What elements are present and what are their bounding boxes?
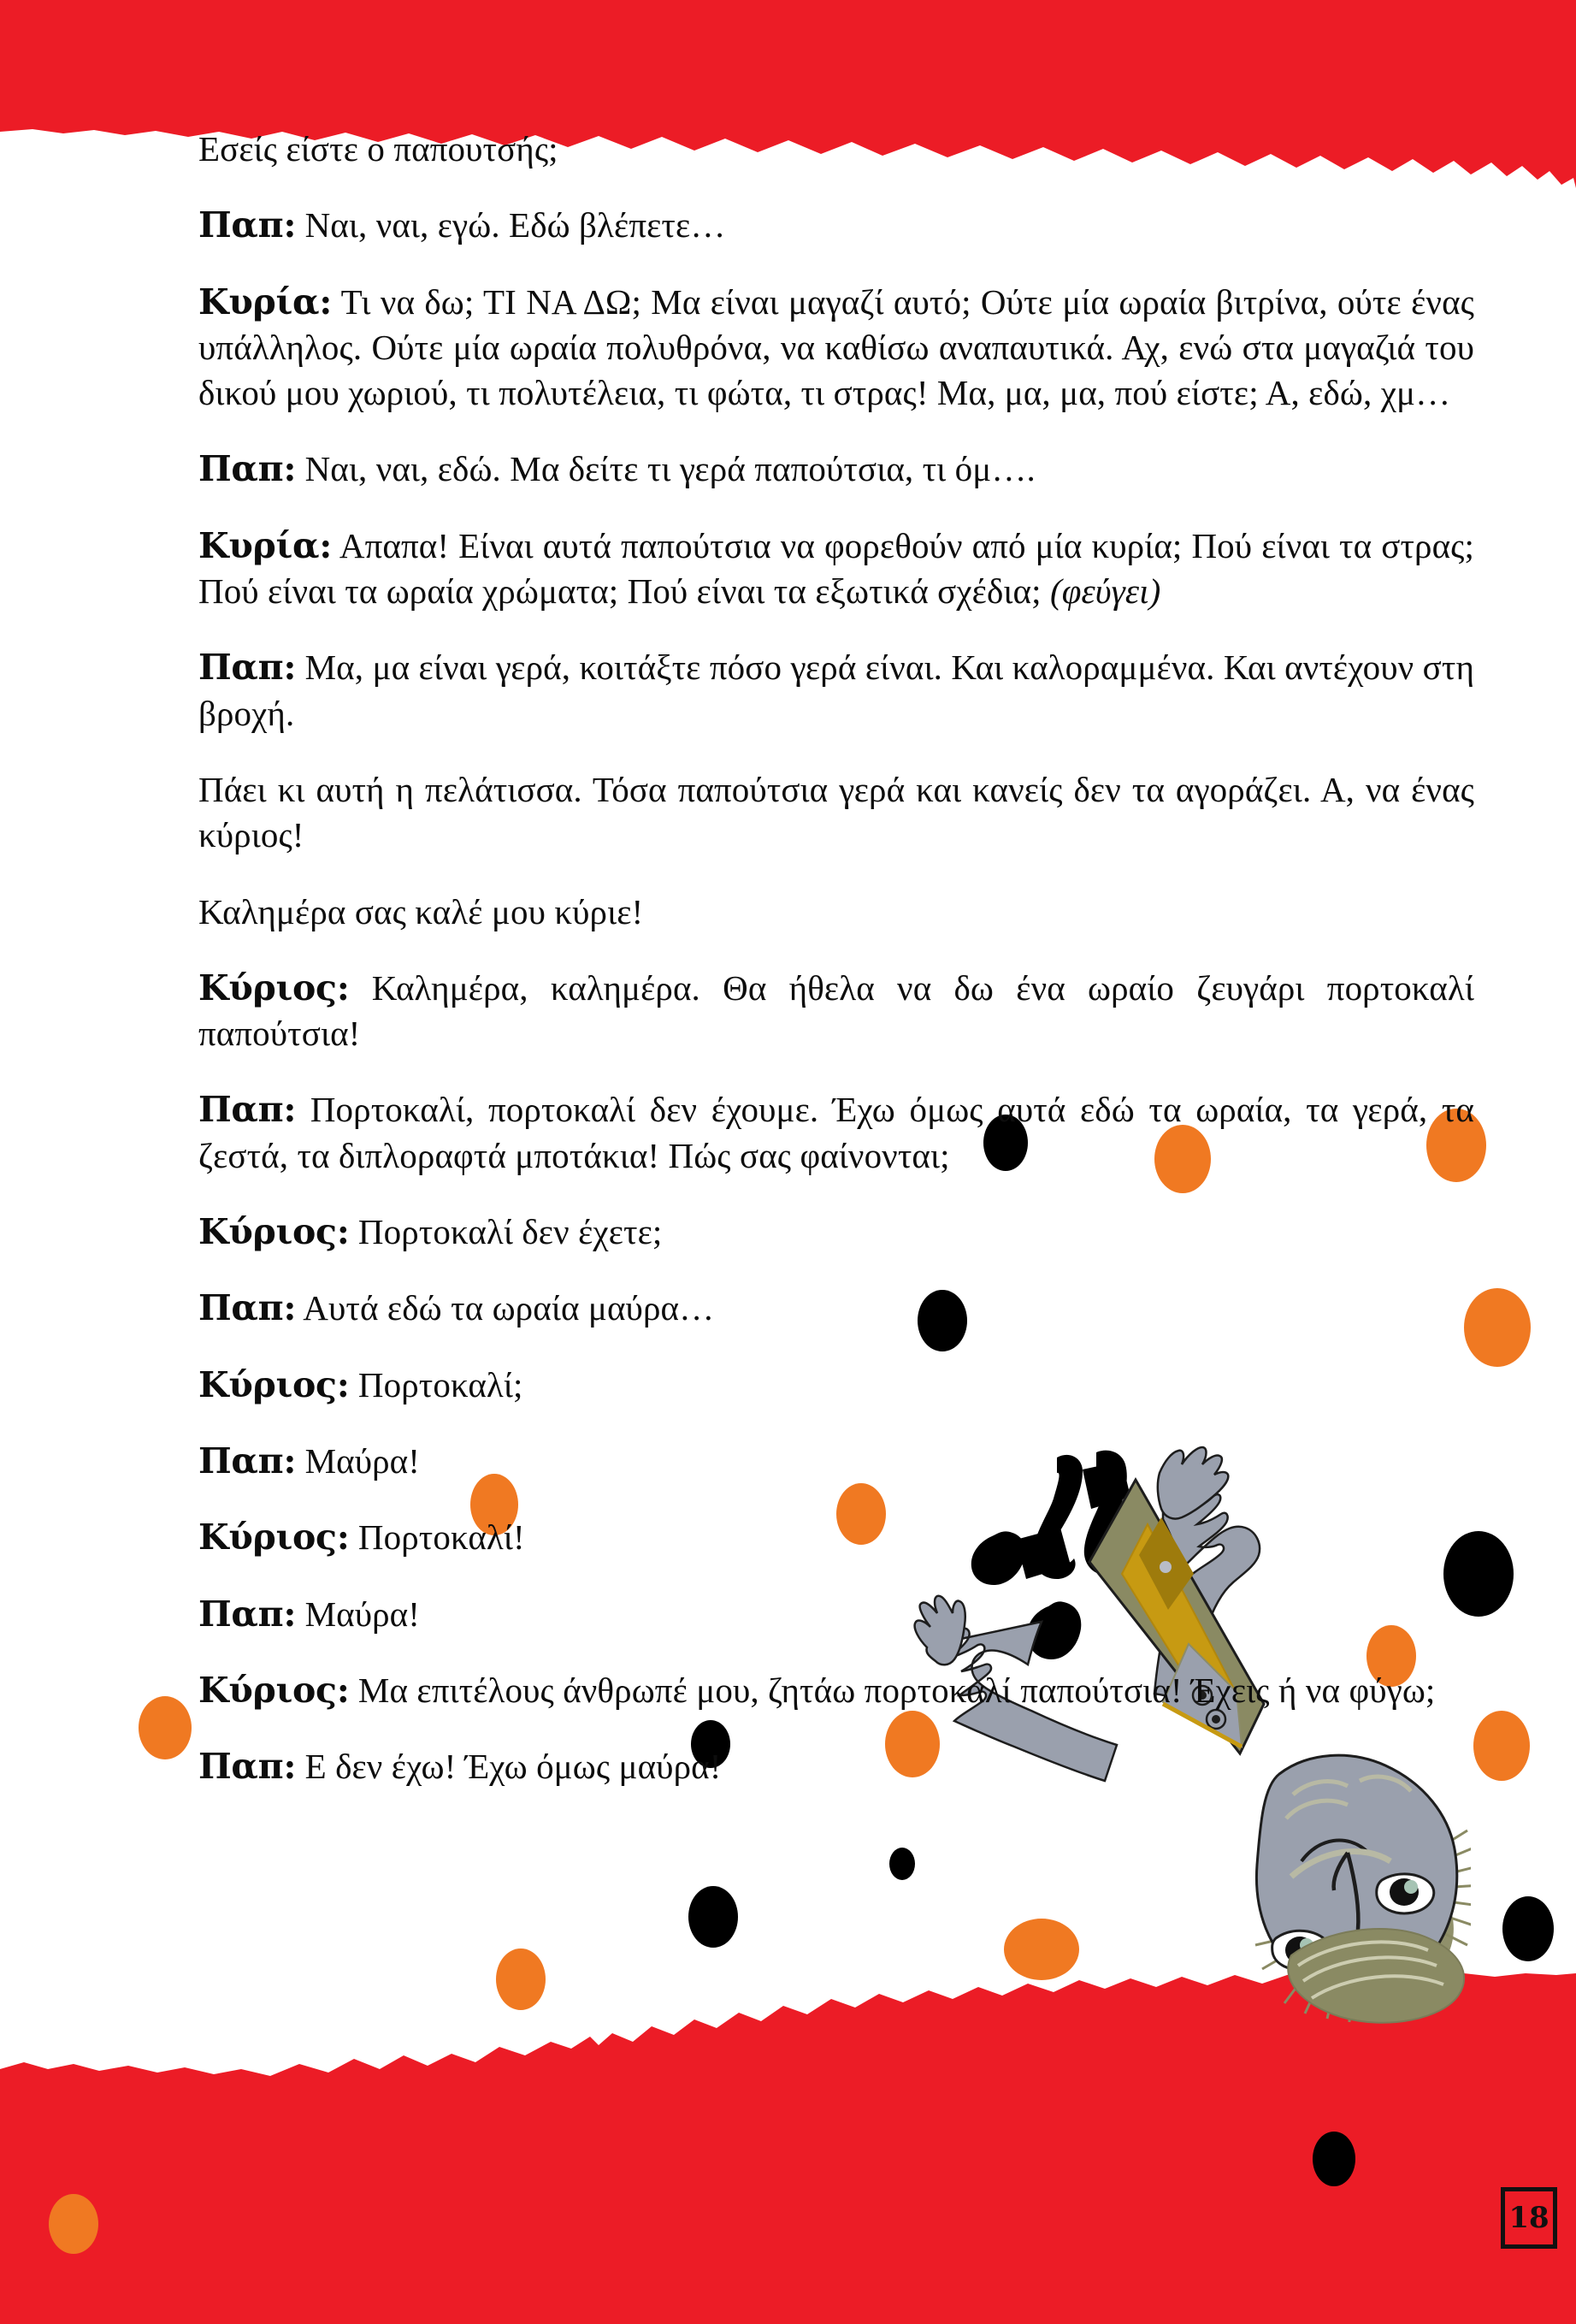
dialogue-text: Πορτοκαλί;	[349, 1364, 523, 1404]
stage-direction: (φεύγει)	[1049, 571, 1161, 612]
dialogue-paragraph	[198, 1286, 1474, 1331]
dialogue-text-column	[198, 127, 1474, 1789]
speaker-label: Κυρία:	[198, 524, 333, 566]
dialogue-text: Μα, μα είναι γερά, κοιτάξτε πόσο γερά είναι. Και καλοραμμένα. Και αντέχουν στη βροχή.	[198, 648, 1474, 733]
dialogue-text: Πάει κι αυτή η πελάτισσα. Τόσα παπούτσια γερά και κανείς δεν τα αγοράζει. Α, να ένας κύριος!	[198, 769, 1474, 855]
dialogue-text: Απαπα! Είναι αυτά παπούτσια να φορεθούν από μία κυρία; Πού είναι τα στρας; Πού είναι τα ωραία χρώματα; Πού είναι τα εξωτικά σχέδια;	[198, 525, 1474, 612]
speaker-label: Κύριος:	[198, 967, 350, 1008]
speaker-label: Παπ:	[198, 448, 297, 490]
speaker-label: Παπ:	[198, 204, 297, 246]
decorative-dot	[688, 1886, 738, 1948]
dialogue-text: Καλημέρα σας καλέ μου κύριε!	[198, 891, 644, 931]
narration-paragraph	[198, 767, 1474, 859]
speaker-label: Παπ:	[198, 647, 297, 689]
decorative-dot	[496, 1948, 546, 2010]
dialogue-text: Τι να δω; ΤΙ ΝΑ ΔΩ; Μα είναι μαγαζί αυτό; Ούτε μία ωραία βιτρίνα, ούτε ένας υπάλληλος. Ούτε μία ωραία πολυθρόνα, να καθίσω αναπαυτικά. Αχ, ενώ στα μαγαζιά του δικού μου χωριού, τι πολυτέλεια, τι φώτα, τι στρας! Μα, μα, μα, πού είστε; Α, εδώ, χμ…	[198, 281, 1474, 413]
dialogue-paragraph	[198, 203, 1474, 248]
dialogue-paragraph	[198, 1439, 1474, 1484]
eye-right	[1377, 1874, 1434, 1913]
dialogue-text: Μαύρα!	[296, 1594, 420, 1634]
dialogue-text: Πορτοκαλί, πορτοκαλί δεν έχουμε. Έχω όμως αυτά εδώ τα ωραία, τα γερά, τα ζεστά, τα διπλοραφτά μποτάκια! Πώς σας φαίνονται;	[198, 1090, 1474, 1175]
dialogue-paragraph	[198, 1668, 1474, 1713]
dialogue-paragraph	[198, 127, 1474, 172]
dialogue-paragraph	[198, 280, 1474, 417]
decorative-dot	[1473, 1711, 1530, 1781]
dialogue-text: Εσείς είστε ο παπουτσής;	[198, 129, 558, 169]
decorative-dot	[1502, 1896, 1554, 1961]
speaker-label: Κύριος:	[198, 1517, 350, 1558]
dialogue-text: Μαύρα!	[296, 1440, 420, 1481]
dialogue-text: Ε δεν έχω! Έχω όμως μαύρα!	[296, 1747, 722, 1787]
speaker-label: Κυρία:	[198, 281, 333, 322]
speaker-label: Παπ:	[198, 1593, 297, 1635]
dialogue-paragraph	[198, 1515, 1474, 1560]
dialogue-text: Ναι, ναι, εγώ. Εδώ βλέπετε…	[296, 205, 726, 245]
speaker-label: Κύριος:	[198, 1669, 350, 1711]
dialogue-text: Μα επιτέλους άνθρωπέ μου, ζητάω πορτοκαλί παπούτσια! Έχεις ή να φύγω;	[349, 1670, 1436, 1710]
head-shape	[1255, 1755, 1471, 2023]
decorative-dot	[1313, 2132, 1355, 2186]
page-number-badge	[1501, 2187, 1557, 2249]
dialogue-paragraph	[198, 966, 1474, 1057]
speaker-label: Παπ:	[198, 1746, 297, 1788]
decorative-dot	[49, 2194, 98, 2254]
dialogue-paragraph	[198, 1363, 1474, 1408]
speaker-label: Κύριος:	[198, 1363, 350, 1405]
speaker-label: Παπ:	[198, 1287, 297, 1329]
top-red-banner	[0, 0, 1576, 128]
dialogue-paragraph	[198, 1744, 1474, 1789]
dialogue-text: Ναι, ναι, εδώ. Μα δείτε τι γερά παπούτσια, τι όμ….	[296, 449, 1036, 489]
dialogue-text: Πορτοκαλί δεν έχετε;	[349, 1212, 663, 1252]
speaker-label: Παπ:	[198, 1440, 297, 1481]
page-number-label: 18	[1508, 2201, 1549, 2235]
dialogue-paragraph	[198, 1592, 1474, 1637]
decorative-dot	[139, 1696, 192, 1759]
speaker-label: Κύριος:	[198, 1211, 350, 1253]
dialogue-paragraph	[198, 645, 1474, 736]
speaker-label: Παπ:	[198, 1089, 297, 1131]
dialogue-text: Αυτά εδώ τα ωραία μαύρα…	[296, 1288, 715, 1328]
hat-band	[1288, 1929, 1464, 2023]
dialogue-paragraph	[198, 1087, 1474, 1179]
narration-paragraph	[198, 890, 1474, 935]
dialogue-paragraph	[198, 1209, 1474, 1255]
dialogue-text: Καλημέρα, καλημέρα. Θα ήθελα να δω ένα ωραίο ζευγάρι πορτοκαλί παπούτσια!	[198, 967, 1474, 1054]
dialogue-paragraph	[198, 523, 1474, 615]
dialogue-text: Πορτοκαλί!	[349, 1517, 525, 1558]
dialogue-paragraph	[198, 446, 1474, 492]
